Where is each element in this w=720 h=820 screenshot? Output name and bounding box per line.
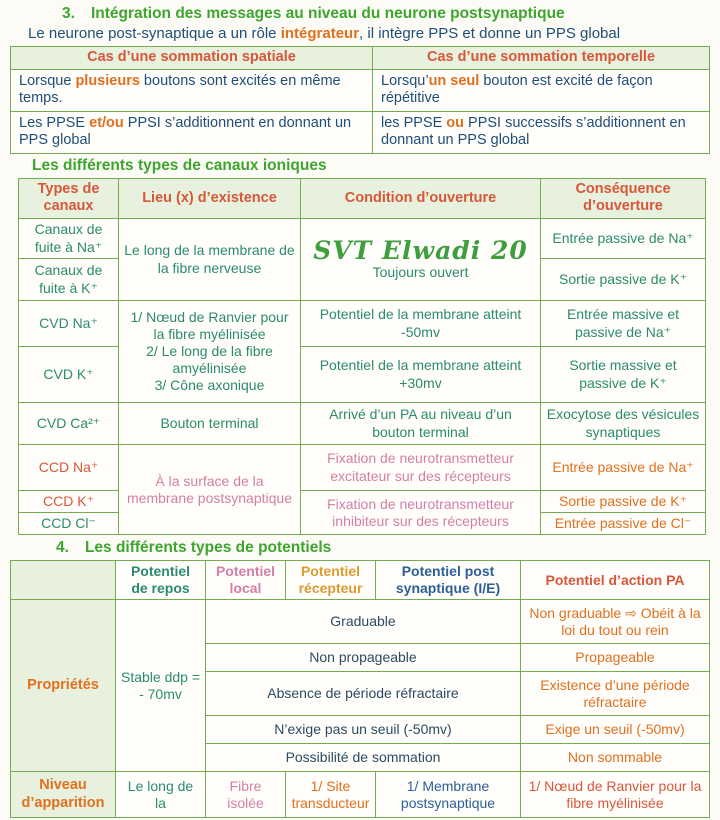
section-4-number: 4. (56, 539, 69, 557)
cell-apparition-repos: Le long de la (116, 772, 206, 818)
cell-apparition-local: Fibre isolée (206, 772, 286, 818)
potentiels-header-row (11, 561, 710, 600)
sommation-spatiale-addition (11, 111, 373, 153)
temporelle-def-bold: un seul (428, 72, 480, 89)
cvd-lieu-item-3: 3/ Cône axonique (154, 377, 265, 394)
temporelle-sum-pre: les PPSE (381, 114, 447, 131)
cell-cvd-k-condition: Potentiel de la membrane atteint +30mv (301, 347, 541, 403)
row-label-apparition: Niveau d’apparition (11, 772, 116, 818)
cell-ccd-k-consequence: Sortie passive de K⁺ (541, 491, 706, 513)
temporelle-sum-post: PPSI successifs s’additionnent en donnant un PPS global (381, 114, 686, 149)
cell-cvd-ca-condition: Arrivé d’un PA au niveau d’un bouton terminal (301, 403, 541, 445)
potentiels-header-empty (11, 561, 116, 600)
row-niveau-apparition (11, 772, 710, 818)
header-potentiel-postsynaptique: Potentiel post synaptique (I/E) (376, 561, 521, 600)
cell-ccd-cl-label: CCD Cl⁻ (19, 513, 119, 535)
intro-pre: Le neurone post-synaptique a un rôle (28, 25, 281, 42)
sommation-addition-row (11, 111, 710, 153)
sommation-header-spatiale: Cas d’une sommation spatiale (11, 47, 373, 70)
cell-fuite-k-consequence: Sortie passive de K⁺ (541, 259, 706, 301)
intro-sentence (28, 25, 710, 43)
cell-cvd-lieu (119, 301, 301, 403)
spatiale-def-pre: Lorsque (19, 72, 76, 89)
canaux-table (18, 178, 706, 536)
spatiale-sum-bold: et/ou (89, 114, 124, 131)
cell-cvd-ca-consequence: Exocytose des vésicules synaptiques (541, 403, 706, 445)
cell-cvd-ca-lieu: Bouton terminal (119, 403, 301, 445)
potentiels-table (10, 560, 710, 818)
cell-shared-sommation: Possibilité de sommation (206, 744, 521, 772)
prop-row-graduable (11, 600, 710, 644)
row-label-proprietes: Propriétés (11, 600, 116, 772)
cell-ccd-lieu: À la surface de la membrane postsynaptique (119, 445, 301, 535)
row-fuite-na (19, 219, 706, 259)
cell-ccd-na-consequence: Entrée passive de Na⁺ (541, 445, 706, 491)
section-3-number: 3. (62, 5, 75, 22)
row-cvd-ca (19, 403, 706, 445)
spatiale-def-bold: plusieurs (75, 72, 140, 89)
intro-highlight: intégrateur (280, 25, 360, 42)
spatiale-sum-pre: Les PPSE (19, 114, 90, 131)
cell-cvd-k-label: CVD K⁺ (19, 347, 119, 403)
cell-fuite-lieu: Le long de la membrane de la fibre nerveuse (119, 219, 301, 301)
cell-apparition-action: 1/ Nœud de Ranvier pour la fibre myélinisée (521, 772, 710, 818)
cell-action-graduable: Non graduable ⇨ Obéit à la loi du tout ou rein (521, 600, 710, 644)
temporelle-def-pre: Lorsqu’ (381, 72, 429, 89)
cell-apparition-postsynaptique: 1/ Membrane postsynaptique (376, 772, 521, 818)
cell-cvd-na-label: CVD Na⁺ (19, 301, 119, 347)
sommation-spatiale-definition (11, 69, 373, 111)
cell-fuite-na-label: Canaux de fuite à Na⁺ (19, 219, 119, 259)
canaux-header-consequence: Conséquence d’ouverture (541, 178, 706, 218)
cvd-lieu-item-2: 2/ Le long de la fibre amyélinisée (146, 343, 273, 377)
cell-action-seuil: Exige un seuil (-50mv) (521, 716, 710, 744)
cell-shared-graduable: Graduable (206, 600, 521, 644)
canaux-header-types: Types de canaux (19, 178, 119, 218)
sommation-definition-row (11, 69, 710, 111)
fuite-condition-text: Toujours ouvert (372, 264, 469, 281)
row-ccd-na (19, 445, 706, 491)
section-4-heading (56, 539, 710, 557)
cell-ccd-inhib-condition: Fixation de neurotransmetteur inhibiteur sur des récepteurs (301, 491, 541, 535)
sommation-temporelle-addition (373, 111, 710, 153)
cell-shared-seuil: N’exige pas un seuil (-50mv) (206, 716, 521, 744)
cell-ccd-k-label: CCD K⁺ (19, 491, 119, 513)
cell-ccd-na-label: CCD Na⁺ (19, 445, 119, 491)
row-cvd-na (19, 301, 706, 347)
sommation-header-temporelle: Cas d’une sommation temporelle (373, 47, 710, 70)
intro-post: , il intègre PPS et donne un PPS global (359, 25, 621, 42)
cell-action-refractaire: Existence d’une période réfractaire (521, 672, 710, 716)
canaux-header-condition: Condition d’ouverture (301, 178, 541, 218)
header-potentiel-local: Potentiel local (206, 561, 286, 600)
section-3-title: Intégration des messages au niveau du neurone postsynaptique (90, 5, 565, 22)
spatiale-def-post: boutons sont excités en même temps. (19, 72, 341, 107)
cell-cvd-na-consequence: Entrée massive et passive de Na⁺ (541, 301, 706, 347)
header-potentiel-repos: Potentiel de repos (116, 561, 206, 600)
cell-ccd-na-condition: Fixation de neurotransmetteur excitateur sur des récepteurs (301, 445, 541, 491)
cvd-lieu-item-1: 1/ Nœud de Ranvier pour la fibre myélinisée (130, 308, 289, 342)
cell-repos-value: Stable ddp = - 70mv (116, 600, 206, 772)
header-potentiel-recepteur: Potentiel récepteur (286, 561, 376, 600)
sommation-table (10, 46, 710, 154)
cell-fuite-na-consequence: Entrée passive de Na⁺ (541, 219, 706, 259)
canaux-header-lieu: Lieu (x) d’existence (119, 178, 301, 218)
canaux-header-row (19, 178, 706, 218)
cell-ccd-cl-consequence: Entrée passive de Cl⁻ (541, 513, 706, 535)
section-3-heading (62, 5, 710, 23)
cell-action-propagation: Propageable (521, 644, 710, 672)
cell-action-sommation: Non sommable (521, 744, 710, 772)
cell-fuite-condition (301, 219, 541, 301)
cell-fuite-k-label: Canaux de fuite à K⁺ (19, 259, 119, 301)
header-potentiel-action: Potentiel d’action PA (521, 561, 710, 600)
canaux-heading: Les différents types de canaux ioniques (32, 156, 327, 174)
sommation-temporelle-definition (373, 69, 710, 111)
watermark-signature: SVT Elwadi 20 (313, 236, 528, 266)
cell-cvd-na-condition: Potentiel de la membrane atteint -50mv (301, 301, 541, 347)
cell-apparition-recepteur: 1/ Site transducteur (286, 772, 376, 818)
section-4-title: Les différents types de potentiels (84, 539, 332, 557)
cell-shared-refractaire: Absence de période réfractaire (206, 672, 521, 716)
sommation-header-row (11, 47, 710, 70)
cell-shared-propagation: Non propageable (206, 644, 521, 672)
cell-cvd-k-consequence: Sortie massive et passive de K⁺ (541, 347, 706, 403)
temporelle-def-post: bouton est excité de façon répétitive (381, 72, 653, 107)
spatiale-sum-post: PPSI s’additionnent en donnant un PPS global (19, 114, 352, 149)
temporelle-sum-bold: ou (446, 114, 464, 131)
cell-cvd-ca-label: CVD Ca²⁺ (19, 403, 119, 445)
